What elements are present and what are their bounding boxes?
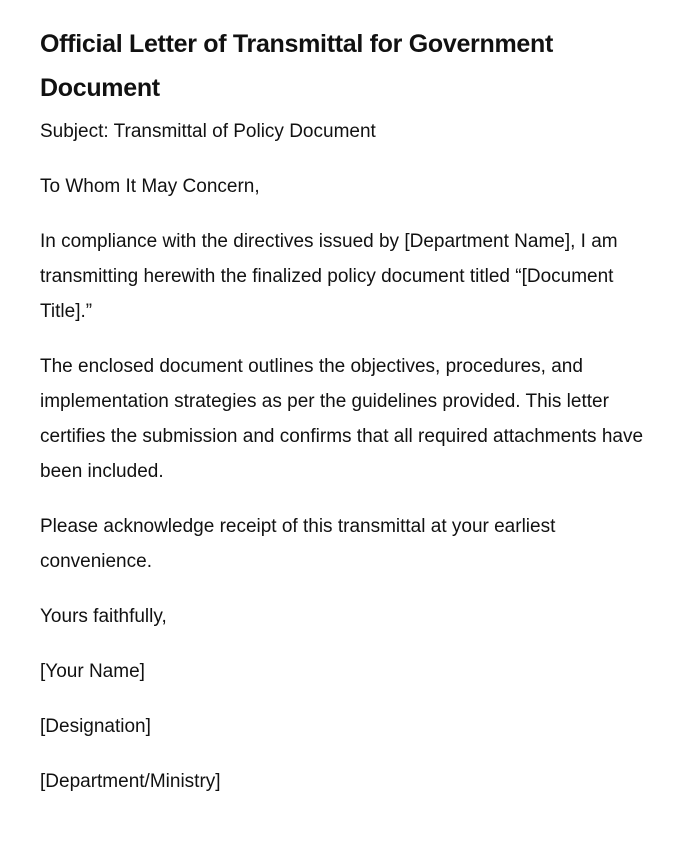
closing: Yours faithfully, xyxy=(40,606,167,627)
body-paragraph: Please acknowledge receipt of this transmittal at your earliest convenience. xyxy=(40,516,556,572)
signer-department: [Department/Ministry] xyxy=(40,771,221,792)
salutation: To Whom It May Concern, xyxy=(40,176,260,197)
body-paragraph: In compliance with the directives issued by [Department Name], I am transmitting herewith the finalized policy document titled “[Document Title].” xyxy=(40,231,618,322)
body-paragraph: The enclosed document outlines the objectives, procedures, and implementation strategies as per the guidelines provided. This letter certifies the submission and confirms that all required attachments have been included. xyxy=(40,356,644,482)
page-title: Official Letter of Transmittal for Government Document xyxy=(40,30,553,102)
subject-line: Subject: Transmittal of Policy Document xyxy=(40,121,376,142)
signer-name: [Your Name] xyxy=(40,661,145,682)
signer-designation: [Designation] xyxy=(40,716,151,737)
